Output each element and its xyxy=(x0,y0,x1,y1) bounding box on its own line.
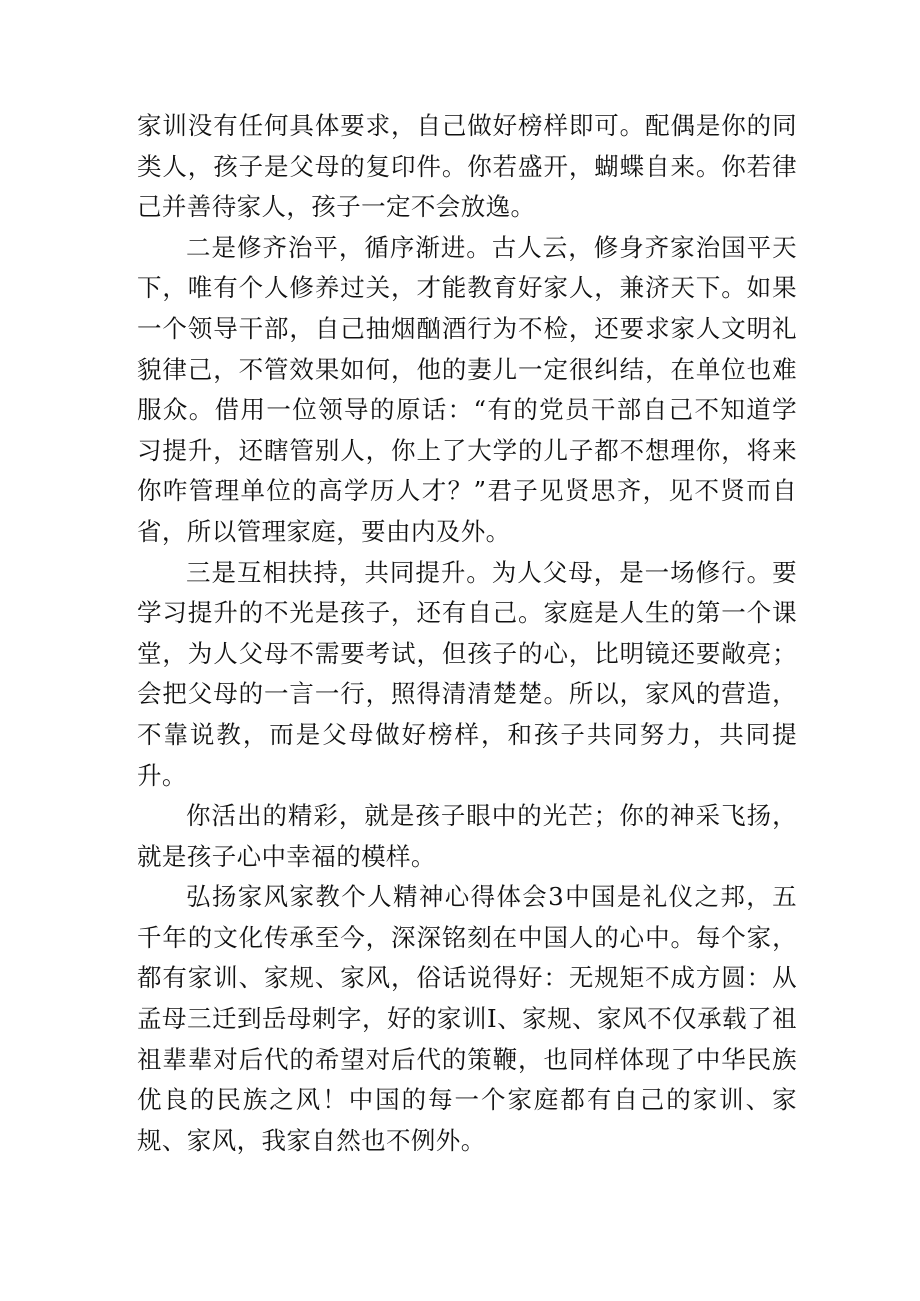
paragraph-5: 弘扬家风家教个人精神心得体会3中国是礼仪之邦，五千年的文化传承至今，深深铭刻在中国人的心中。每个家，都有家训、家规、家风，俗话说得好：无规矩不成方圆：从孟母三迁到岳母刺字，好的家训I、家规、家风不仅承载了祖祖辈辈对后代的希望对后代的策鞭，也同样体现了中华民族优良的民族之风！中国的每一个家庭都有自己的家训、家规、家风，我家自然也不例外。 xyxy=(137,882,797,1155)
paragraph-2: 二是修齐治平，循序渐进。古人云，修身齐家治国平天下，唯有个人修养过关，才能教育好家人，兼济天下。如果一个领导干部，自己抽烟酗酒行为不检，还要求家人文明礼貌律己，不管效果如何，他的妻儿一定很纠结，在单位也难服众。借用一位领导的原话：“有的党员干部自己不知道学习提升，还瞎管别人，你上了大学的儿子都不想理你，将来你咋管理单位的高学历人才？”君子见贤思齐，见不贤而自省，所以管理家庭，要由内及外。 xyxy=(137,232,797,546)
paragraph-3: 三是互相扶持，共同提升。为人父母，是一场修行。要学习提升的不光是孩子，还有自己。家庭是人生的第一个课堂，为人父母不需要考试，但孩子的心，比明镜还要敞亮；会把父母的一言一行，照得清清楚楚。所以，家风的营造，不靠说教，而是父母做好榜样，和孩子共同努力，共同提升。 xyxy=(137,557,797,790)
document-body xyxy=(137,106,797,1161)
paragraph-1: 家训没有任何具体要求，自己做好榜样即可。配偶是你的同类人，孩子是父母的复印件。你若盛开，蝴蝶自来。你若律己并善待家人，孩子一定不会放逸。 xyxy=(137,111,797,222)
paragraph-4: 你活出的精彩，就是孩子眼中的光芒；你的神采飞扬，就是孩子心中幸福的模样。 xyxy=(137,801,797,871)
